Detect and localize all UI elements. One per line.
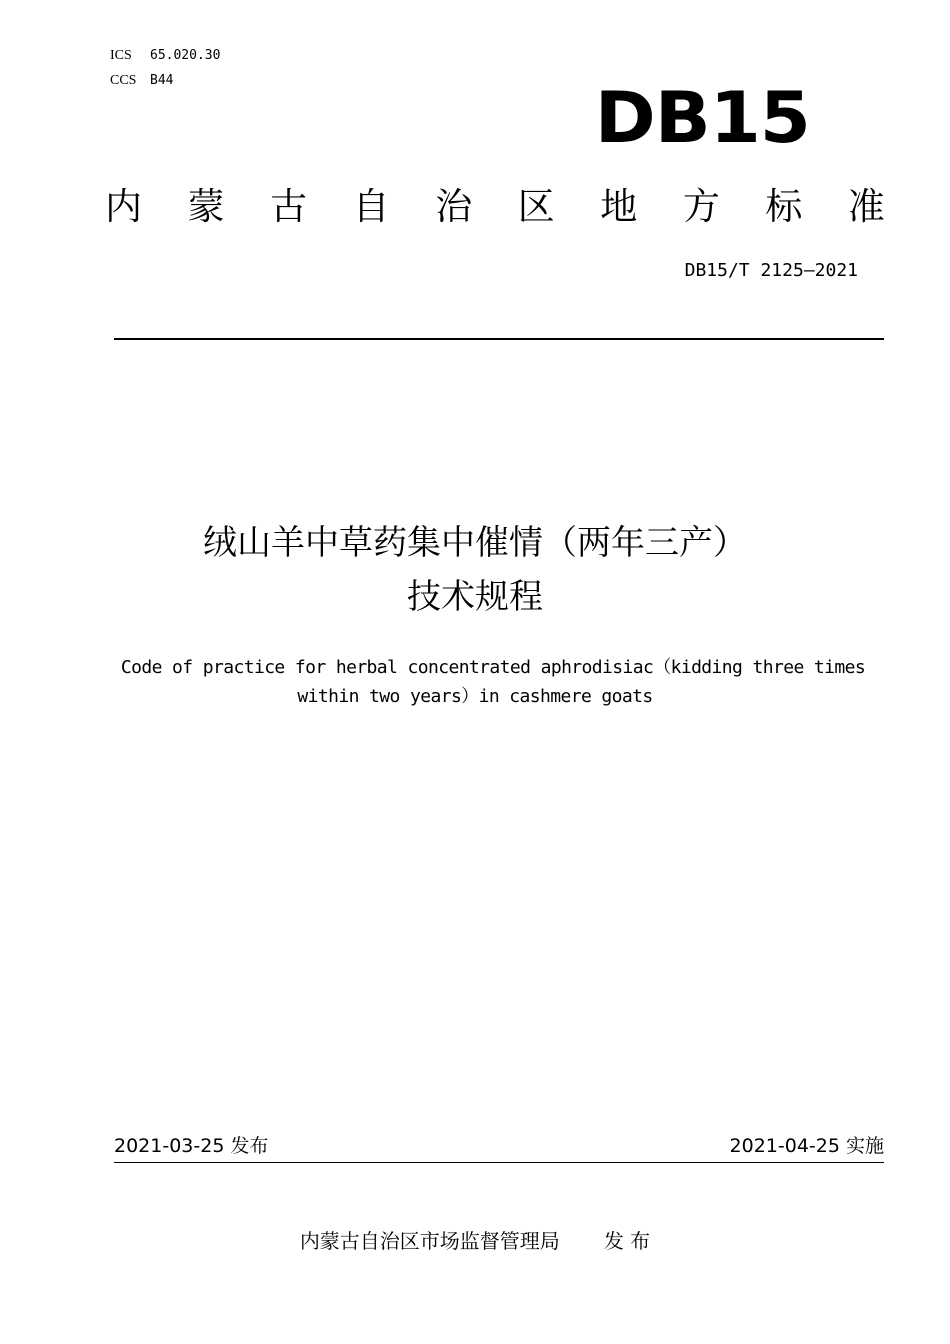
publisher-action: 发 布 xyxy=(603,1229,651,1253)
ccs-label: CCS xyxy=(110,73,137,88)
ccs-value: B44 xyxy=(150,73,174,88)
chinese-title-line-1: 绒山羊中草药集中催情（两年三产） xyxy=(203,523,747,563)
org-title-char: 区 xyxy=(517,185,555,228)
org-title xyxy=(105,183,885,231)
standard-logo: DB15 xyxy=(594,77,810,159)
ics-code xyxy=(110,46,220,65)
ccs-code xyxy=(110,71,173,90)
org-title-char: 治 xyxy=(435,185,473,228)
top-divider xyxy=(114,338,884,340)
implementation-date: 2021-04-25 实施 xyxy=(729,1135,884,1157)
org-title-char: 标 xyxy=(765,185,803,228)
english-title-line-1: Code of practice for herbal concentrated aphrodisiac（kidding three times xyxy=(120,657,866,678)
org-title-char: 自 xyxy=(352,185,390,228)
org-title-char: 方 xyxy=(682,185,720,228)
org-title-char: 蒙 xyxy=(187,185,225,228)
ics-label: ICS xyxy=(110,48,132,63)
english-title-line-2: within two years）in cashmere goats xyxy=(297,686,653,707)
org-title-char: 准 xyxy=(847,185,885,228)
publisher-line xyxy=(0,1227,950,1255)
org-title-char: 地 xyxy=(600,185,638,228)
standard-number: DB15/T 2125—2021 xyxy=(684,260,858,281)
issue-date: 2021-03-25 发布 xyxy=(114,1135,269,1157)
bottom-divider xyxy=(114,1162,884,1163)
org-title-char: 古 xyxy=(270,185,308,228)
publisher-name: 内蒙古自治区市场监督管理局 xyxy=(299,1229,560,1253)
org-title-char: 内 xyxy=(105,185,142,228)
ics-value: 65.020.30 xyxy=(150,48,221,63)
chinese-title-line-2: 技术规程 xyxy=(407,577,543,617)
